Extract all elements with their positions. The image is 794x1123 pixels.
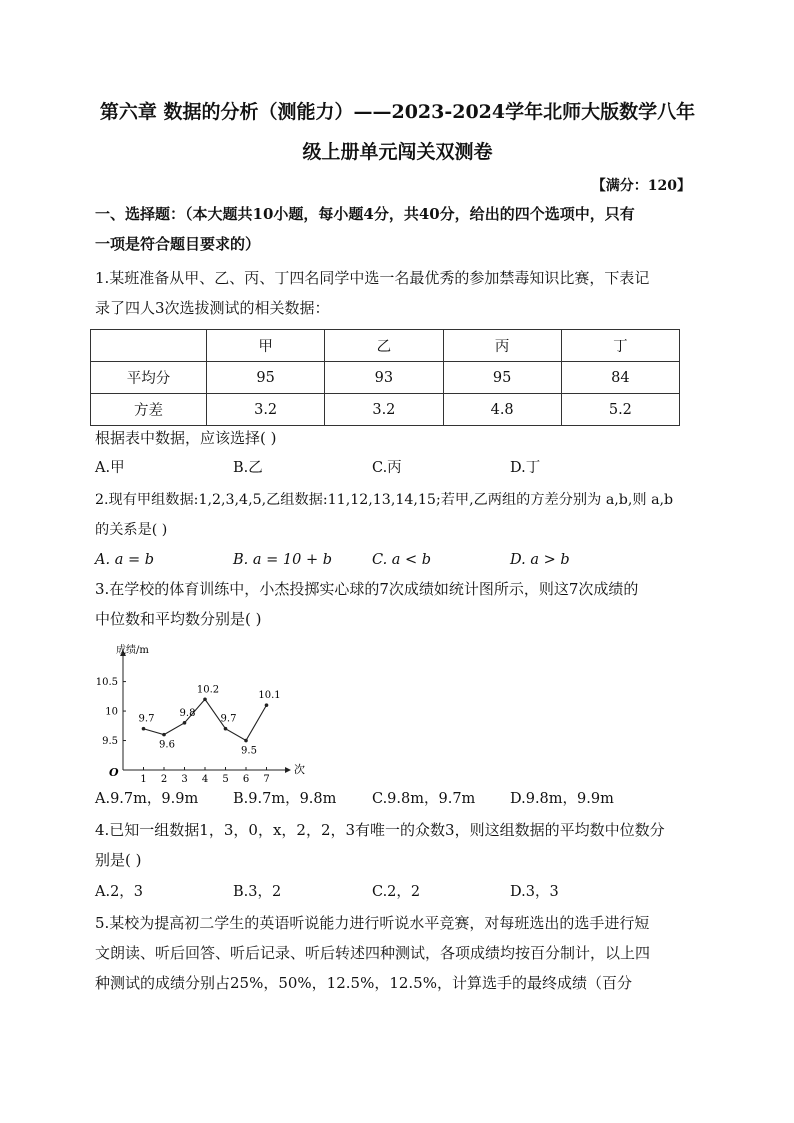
origin-label: O <box>109 766 119 779</box>
question-1-option-c: C.丙 <box>372 460 402 476</box>
question-2-option-c: C. a < b <box>372 552 432 568</box>
question-2-option-d: D. a > b <box>510 552 570 568</box>
y-axis-label: 成绩/m <box>116 645 149 656</box>
question-2-option-b: B. a = 10 + b <box>233 552 332 568</box>
question-5-line3: 种测试的成绩分别占25%，50%，12.5%，12.5%，计算选手的最终成绩（百分 <box>95 974 632 992</box>
table-cell: 3.2 <box>325 394 443 426</box>
x-tick-label: 3 <box>181 774 188 785</box>
data-point <box>142 727 146 731</box>
page-title <box>95 92 700 172</box>
table-cell: 3.2 <box>207 394 325 426</box>
data-label: 10.1 <box>258 690 281 702</box>
question-1-option-a: A.甲 <box>95 460 125 476</box>
question-1-table <box>90 329 680 426</box>
data-label: 9.8 <box>179 707 196 719</box>
y-tick-label: 10.5 <box>95 677 118 689</box>
data-point <box>162 733 166 737</box>
table-cell: 丁 <box>561 330 679 362</box>
question-1-option-b: B.乙 <box>233 460 263 476</box>
series-line <box>144 699 267 740</box>
data-point <box>244 739 248 743</box>
table-cell: 95 <box>207 362 325 394</box>
data-point <box>265 703 269 707</box>
question-4-line2: 别是( ) <box>95 851 142 869</box>
x-tick-label: 1 <box>140 774 147 785</box>
section1-header-line2: 一项是符合题目要求的） <box>95 235 261 253</box>
table-cell: 95 <box>443 362 561 394</box>
question-3-option-d: D.9.8m，9.9m <box>510 791 614 807</box>
table-row <box>91 362 680 394</box>
table-header-row <box>91 330 680 362</box>
table-cell: 丙 <box>443 330 561 362</box>
table-cell: 84 <box>561 362 679 394</box>
table-row <box>91 394 680 426</box>
question-2-line2: 的关系是( ) <box>95 522 168 538</box>
data-point <box>203 697 207 701</box>
x-tick-label: 5 <box>222 774 229 785</box>
table-cell: 93 <box>325 362 443 394</box>
question-2-text <box>95 485 695 545</box>
question-2-line1: 2.现有甲组数据:1,2,3,4,5,乙组数据:11,12,13,14,15;若甲,乙两组的方差分别为 a,b,则 a,b <box>95 492 674 508</box>
question-5-text <box>95 908 695 998</box>
section1-header-line1: 一、选择题：（本大题共10小题，每小题4分，共40分，给出的四个选项中，只有 <box>95 205 635 223</box>
question-3-option-a: A.9.7m，9.9m <box>95 791 199 807</box>
x-tick-label: 7 <box>263 774 270 785</box>
question-4-option-c: C.2，2 <box>372 884 421 900</box>
data-label: 10.2 <box>196 684 220 696</box>
table-cell: 5.2 <box>561 394 679 426</box>
question-5-line2: 文朗读、听后回答、听后记录、听后转述四种测试，各项成绩均按百分制计，以上四 <box>95 944 651 962</box>
question-5-line1: 5.某校为提高初二学生的英语听说能力进行听说水平竞赛，对每班选出的选手进行短 <box>95 914 650 932</box>
data-label: 9.5 <box>241 745 257 757</box>
question-1-text <box>95 263 695 323</box>
full-score: 【满分：120】 <box>591 178 691 194</box>
table-cell: 4.8 <box>443 394 561 426</box>
table-cell: 乙 <box>325 330 443 362</box>
x-tick-label: 2 <box>160 774 168 785</box>
x-axis-label: 次 <box>294 763 305 776</box>
data-label: 9.6 <box>159 739 175 751</box>
question-4-option-a: A.2，3 <box>95 884 144 900</box>
x-tick-label: 6 <box>242 774 250 785</box>
question-3-line1: 3.在学校的体育训练中，小杰投掷实心球的7次成绩如统计图所示，则这7次成绩的 <box>95 580 639 598</box>
score-line-chart <box>95 636 315 786</box>
data-label: 9.7 <box>138 713 155 725</box>
y-tick-label: 9.5 <box>102 736 118 748</box>
table-cell <box>91 330 207 362</box>
question-3-line2: 中位数和平均数分别是( ) <box>95 610 262 628</box>
title-line-2: 级上册单元闯关双测卷 <box>302 141 493 163</box>
table-cell: 方差 <box>91 394 207 426</box>
question-4-line1: 4.已知一组数据1，3，0，x，2，2，3有唯一的众数3，则这组数据的平均数中位数分 <box>95 821 665 839</box>
table-cell: 甲 <box>207 330 325 362</box>
question-1-option-d: D.丁 <box>510 460 541 476</box>
question-3-option-c: C.9.8m，9.7m <box>372 791 476 807</box>
data-point <box>183 721 187 725</box>
x-tick-label: 4 <box>201 774 209 785</box>
question-4-option-d: D.3，3 <box>510 884 559 900</box>
data-point <box>224 727 228 731</box>
question-4-option-b: B.3，2 <box>233 884 282 900</box>
question-3-text <box>95 574 695 634</box>
data-label: 9.7 <box>220 713 237 725</box>
question-4-text <box>95 815 695 875</box>
question-1-line1: 1.某班准备从甲、乙、丙、丁四名同学中选一名最优秀的参加禁毒知识比赛，下表记 <box>95 269 650 287</box>
section1-header <box>95 199 695 259</box>
question-1-ask: 根据表中数据，应该选择( ) <box>95 429 277 447</box>
question-1-line2: 录了四人3次选拔测试的相关数据： <box>95 299 330 317</box>
question-2-option-a: A. a = b <box>95 552 154 568</box>
title-line-1: 第六章 数据的分析（测能力）——2023-2024学年北师大版数学八年 <box>99 101 696 123</box>
question-3-option-b: B.9.7m，9.8m <box>233 791 337 807</box>
y-tick-label: 10 <box>105 706 118 718</box>
table-cell: 平均分 <box>91 362 207 394</box>
